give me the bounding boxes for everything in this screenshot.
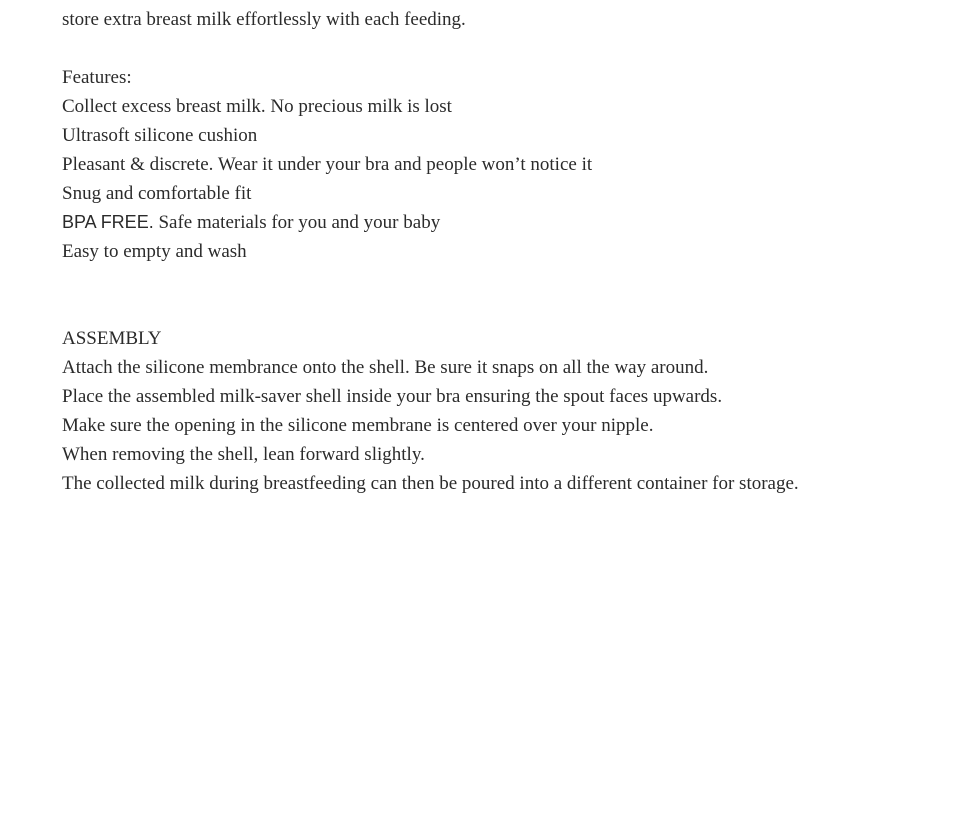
spacer: [62, 266, 822, 324]
feature-item: Snug and comfortable fit: [62, 183, 252, 204]
spacer: [62, 34, 822, 63]
assembly-step: When removing the shell, lean forward slightly.: [62, 444, 425, 465]
bpa-free-text: Safe materials for you and your baby: [153, 212, 441, 233]
features-heading: Features:: [62, 67, 132, 88]
intro-line: store extra breast milk effortlessly with each feeding.: [62, 9, 466, 30]
feature-item: Collect excess breast milk. No precious milk is lost: [62, 96, 452, 117]
feature-item: Pleasant & discrete. Wear it under your bra and people won’t notice it: [62, 154, 593, 175]
assembly-step: Attach the silicone membrance onto the shell. Be sure it snaps on all the way around.: [62, 357, 709, 378]
assembly-step: The collected milk during breastfeeding can then be poured into a different container for storage.: [62, 473, 799, 494]
product-description: [62, 0, 822, 498]
feature-item: Easy to empty and wash: [62, 241, 247, 262]
assembly-heading: ASSEMBLY: [62, 328, 162, 349]
feature-item: Ultrasoft silicone cushion: [62, 125, 258, 146]
bpa-free-label: BPA FREE.: [62, 212, 154, 232]
assembly-step: Place the assembled milk-saver shell inside your bra ensuring the spout faces upwards.: [62, 386, 723, 407]
feature-item-bpa: [62, 208, 822, 237]
assembly-step: Make sure the opening in the silicone membrane is centered over your nipple.: [62, 415, 654, 436]
